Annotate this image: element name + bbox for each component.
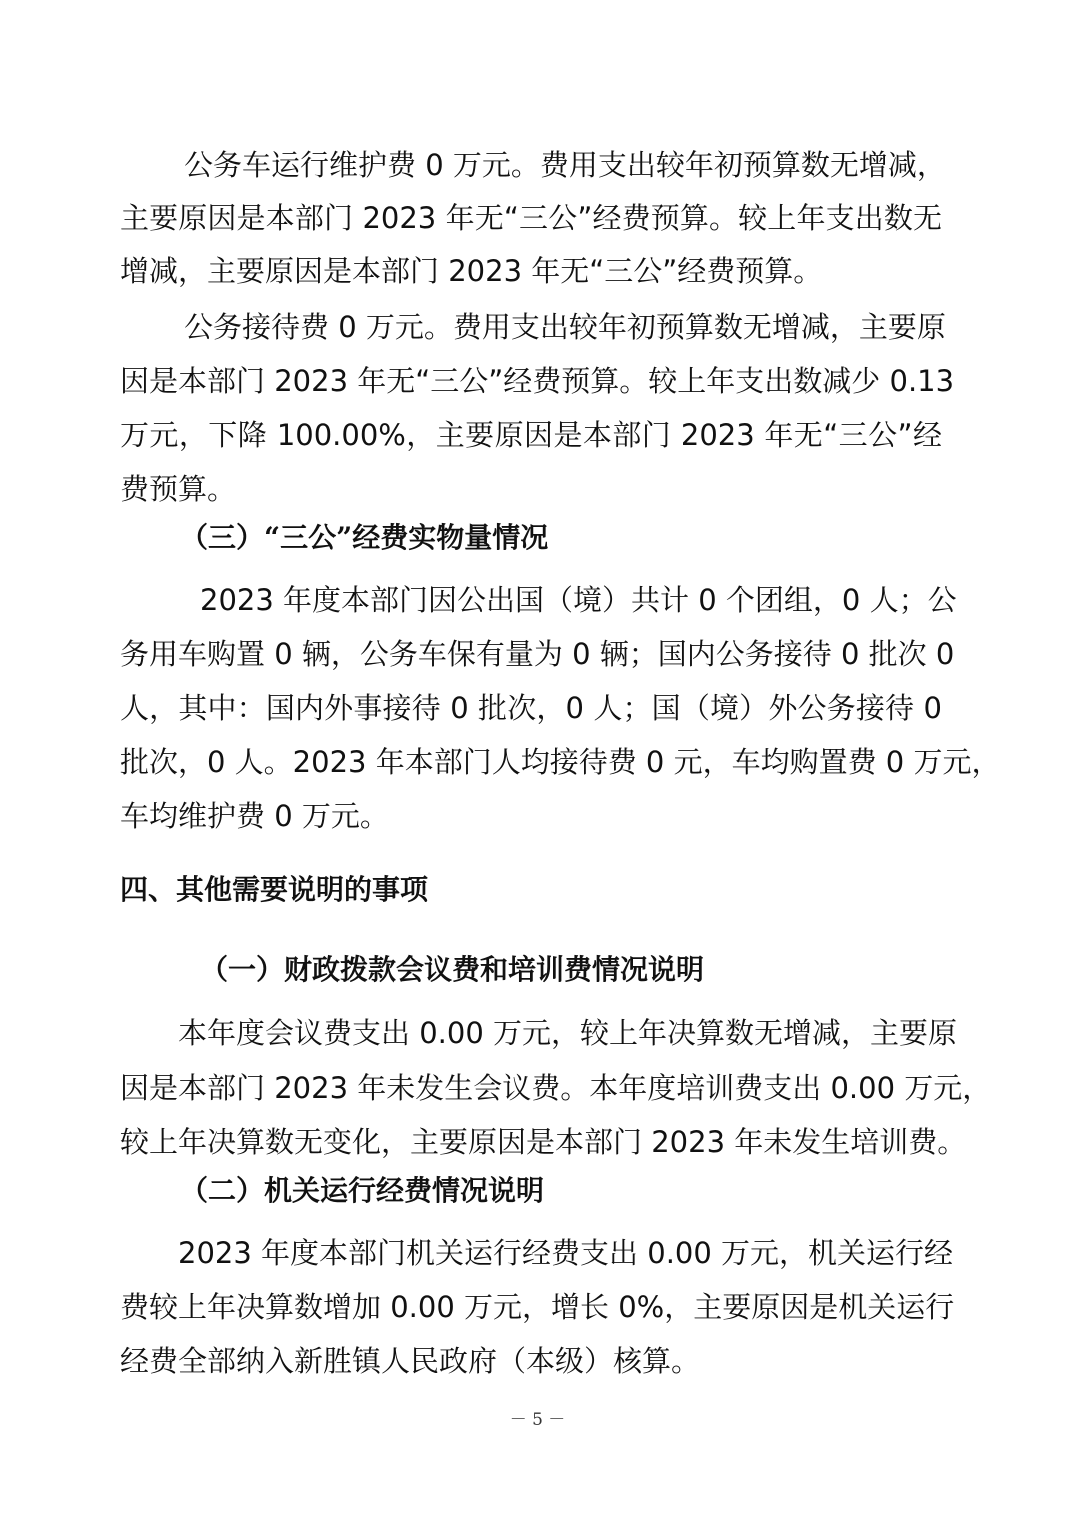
paragraph-line: 公务车运行维护费 0 万元。费用支出较年初预算数无增减， bbox=[184, 148, 946, 182]
paragraph-line: 因是本部门 2023 年无“三公”经费预算。较上年支出数减少 0.13 bbox=[120, 364, 955, 398]
paragraph-line: 因是本部门 2023 年未发生会议费。本年度培训费支出 0.00 万元， bbox=[120, 1071, 992, 1105]
paragraph-line: 费较上年决算数增加 0.00 万元，增长 0%，主要原因是机关运行 bbox=[120, 1290, 955, 1324]
page-number: － 5 － bbox=[509, 1410, 566, 1430]
paragraph-line: 增减，主要原因是本部门 2023 年无“三公”经费预算。 bbox=[120, 254, 823, 288]
section-heading-4: 四、其他需要说明的事项 bbox=[120, 873, 429, 906]
paragraph-line: 务用车购置 0 辆，公务车保有量为 0 辆；国内公务接待 0 批次 0 bbox=[120, 637, 955, 671]
paragraph-line: 2023 年度本部门机关运行经费支出 0.00 万元，机关运行经 bbox=[178, 1236, 954, 1270]
paragraph-line: 人，其中：国内外事接待 0 批次，0 人；国（境）外公务接待 0 bbox=[120, 691, 942, 725]
paragraph-line: 万元，下降 100.00%，主要原因是本部门 2023 年无“三公”经 bbox=[120, 418, 942, 452]
subheading-3: （三）“三公”经费实物量情况 bbox=[180, 521, 549, 554]
paragraph-line: 批次，0 人。2023 年本部门人均接待费 0 元，车均购置费 0 万元， bbox=[120, 745, 1001, 779]
paragraph-line: 公务接待费 0 万元。费用支出较年初预算数无增减，主要原 bbox=[184, 310, 946, 344]
paragraph-line: 车均维护费 0 万元。 bbox=[120, 799, 389, 833]
subheading-4-2: （二）机关运行经费情况说明 bbox=[180, 1174, 545, 1207]
paragraph-line: 较上年决算数无变化，主要原因是本部门 2023 年未发生培训费。 bbox=[120, 1125, 967, 1159]
paragraph-line: 主要原因是本部门 2023 年无“三公”经费预算。较上年支出数无 bbox=[120, 201, 942, 235]
subheading-4-1: （一）财政拨款会议费和培训费情况说明 bbox=[200, 953, 705, 986]
paragraph-line: 本年度会议费支出 0.00 万元，较上年决算数无增减，主要原 bbox=[178, 1016, 958, 1050]
paragraph-line: 经费全部纳入新胜镇人民政府（本级）核算。 bbox=[120, 1344, 701, 1378]
paragraph-line: 2023 年度本部门因公出国（境）共计 0 个团组，0 人；公 bbox=[200, 583, 957, 617]
paragraph-line: 费预算。 bbox=[120, 472, 237, 506]
